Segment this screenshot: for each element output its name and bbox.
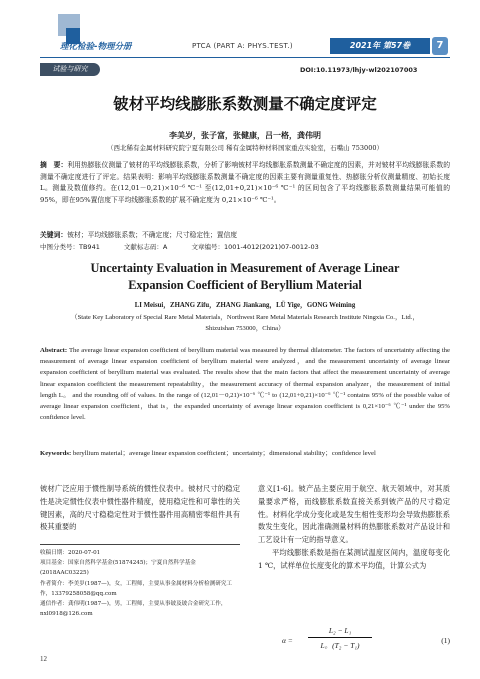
- affiliation-cn: （西北稀有金属材料研究院宁夏有限公司 稀有金属特种材料国家重点实验室，石嘴山 753000）: [107, 144, 383, 152]
- intro-right-p2: 平均线膨胀系数是指在某测试温度区间内，温度每变化 1 ℃，试样单位长度变化的算术平均值，计算公式为: [258, 547, 450, 570]
- keywords-cn-label: 关键词：: [40, 231, 68, 239]
- abstract-cn-text: 利用热膨胀仪测量了铍材的平均线膨胀系数，分析了影响铍材平均线膨胀系数测量不确定度的因素，并对铍材平均线膨胀系数的测量不确定度进行了评定。结果表明：影响平均线膨胀系数测量不确定度的因素主要有测量重复性、热膨胀分析仪测量精度、初始长度 L。测量及数值修约。在(12,01－0,21)×10⁻⁶ ℃⁻¹ 至(12,01+0,21)×10⁻⁶ ℃⁻¹ 的区间包含了平均线膨胀系数测量结果可能值的95%，即在95%置信度下平均线膨胀系数的扩展不确定度为 0,21×10⁻⁶ ℃⁻¹。: [40, 161, 451, 204]
- classification-line: [40, 242, 450, 251]
- doi[interactable]: DOI:10.11973/lhjy-wl202107003: [300, 66, 418, 74]
- intro-paragraph-right: [258, 483, 450, 573]
- document-code: 文献标志码：A: [123, 243, 168, 251]
- issue-label: 2021年 第57卷: [330, 38, 430, 54]
- equation-lhs: α =: [282, 636, 293, 645]
- paper-title-en: [40, 260, 450, 294]
- abstract-en: [40, 345, 450, 423]
- intro-paragraph-left: 铍材广泛应用于惯性制导系统的惯性仪表中。铍材尺寸的稳定性是决定惯性仪表中惯性器件精度，使用稳定性和可靠性的关键因素，高的尺寸稳稳定性对于惯性器件用高精密零组件具有极其重要的: [40, 484, 240, 532]
- footnote-fund: 项目基金：国家自然科学基金(51874245)；宁夏自然科学基金(2018AAC03225): [40, 560, 196, 577]
- footnote-received: 收稿日期：2020-07-01: [40, 550, 101, 556]
- footnote-rule: [40, 544, 240, 545]
- keywords-en-label: Keywords:: [40, 450, 72, 457]
- journal-logo-text: 理化检验-物理分册: [60, 42, 132, 52]
- intro-right-p1: 意义[1-6]。铍产品主要应用于航空、航天领域中，对其质量要求严格，而线膨胀系数直接关系到铍产品的尺寸稳定性。材料化学成分变化或是发生相性变形均会导致热膨胀系数发生变化，因此准确测量材料的热膨胀系数对产品设计和工艺设计有一定的指导意义。: [258, 484, 450, 545]
- abstract-en-text: The average linear expansion coefficient of beryllium material was measured by thermal dilatometer. The factors of uncertainty affecting the measurement of average linear expansion coefficient of beryllium material were analyzed，and the measurement uncertainty of average linear expansion coefficient of beryllium material was evaluated. The results show that the main factors that affect the measurement uncertainty of average linear expansion coefficient the measurement repeatability，the measurement accuracy of thermal expansion analyzer，the measurement of initial length L。 and the rounding off of values. In the range of (12,01－0,21)×10⁻⁶ ℃⁻¹ to (12,01+0,21)×10⁻⁶ ℃⁻¹ contains 95% of the possible value of average linear expansion coefficient，that is，the expanded uncertainty of average linear expansion coefficient is 0,21×10⁻⁶ ℃⁻¹ under the 95% confidence level.: [40, 347, 450, 422]
- footnotes: [40, 548, 240, 619]
- page-number: 12: [40, 655, 47, 663]
- footnote-author: 作者简介：李美岁(1987—)，女，工程师，主要从事金属材料分析检测研究工作，13379258058@qq.com: [40, 580, 233, 597]
- paper-title-cn: 铍材平均线膨胀系数测量不确定度评定: [113, 95, 377, 113]
- abstract-cn: [40, 160, 450, 206]
- equation-denominator: L。(T₂ − T₁): [320, 641, 360, 650]
- equation-numerator: L₂ − L₁: [308, 626, 372, 638]
- journal-abbreviation: PTCA (PART A: PHYS.TEST.): [192, 42, 293, 50]
- keywords-cn-text: 铍材；平均线膨胀系数；不确定度；尺寸稳定性；置信度: [67, 231, 238, 239]
- keywords-cn: [40, 230, 450, 242]
- equation-1: [268, 624, 450, 658]
- header-rule: [40, 57, 450, 58]
- equation-fraction: [308, 626, 372, 651]
- authors-en: LI Meisui，ZHANG Zifu，ZHANG Jiankang，LÜ Yige，GONG Weiming: [134, 302, 356, 309]
- clc-number: 中图分类号：TB941: [40, 243, 100, 251]
- issue-number: 7: [432, 37, 448, 55]
- keywords-en-text: beryllium material；average linear expansion coefficient；uncertainty；dimensional stability；confidence level: [72, 450, 376, 457]
- authors-cn: 李美岁，张子富，张健康，吕一格，龚伟明: [169, 131, 321, 140]
- paper-title-en-line2: Expansion Coefficient of Beryllium Material: [128, 278, 362, 292]
- section-tag: 试验与研究: [40, 63, 100, 76]
- article-number: 文章编号：1001-4012(2021)07-0012-03: [191, 243, 319, 251]
- equation-number: (1): [441, 636, 450, 645]
- affiliation-en: （State Key Laboratory of Special Rare Metal Materials，Northwest Rare Metal Materials Research Institute Ningxia Co.，Ltd.，Shizuishan 753000，China）: [71, 314, 419, 332]
- abstract-cn-label: 摘 要：: [40, 161, 68, 169]
- abstract-en-label: Abstract:: [40, 347, 68, 354]
- keywords-en: [40, 448, 450, 459]
- paper-title-en-line1: Uncertainty Evaluation in Measurement of Average Linear: [90, 261, 400, 275]
- footnote-contact: 通信作者：龚伟明(1987—)，男，工程师，主要从事铍及铍合金研究工作，nxl0918@126.com: [40, 601, 227, 618]
